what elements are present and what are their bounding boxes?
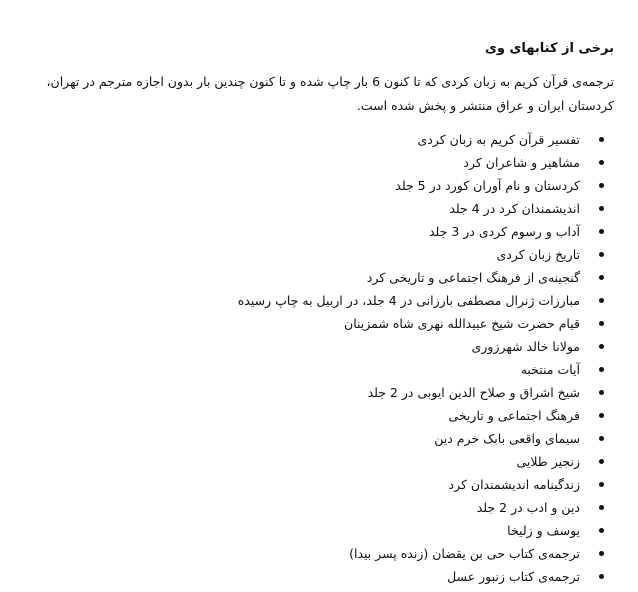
bullet-icon	[599, 574, 604, 579]
list-item	[12, 450, 614, 473]
book-title: یوسف و زلیخا	[507, 523, 580, 538]
bullet-icon	[599, 551, 604, 556]
bullet-icon	[599, 137, 604, 142]
list-item	[12, 404, 614, 427]
bullet-icon	[599, 183, 604, 188]
book-title: زنجیر طلایی	[516, 454, 580, 469]
list-item	[12, 519, 614, 542]
bullet-icon	[599, 528, 604, 533]
book-title: سیمای واقعی بابک خرم دین	[434, 431, 580, 446]
bullet-icon	[599, 367, 604, 372]
list-item	[12, 542, 614, 565]
book-list	[12, 128, 614, 588]
book-title: زندگینامه اندیشمندان کرد	[448, 477, 580, 492]
bullet-icon	[599, 436, 604, 441]
bullet-icon	[599, 413, 604, 418]
bullet-icon	[599, 459, 604, 464]
bullet-icon	[599, 252, 604, 257]
list-item	[12, 128, 614, 151]
list-item	[12, 197, 614, 220]
bullet-icon	[599, 298, 604, 303]
list-item	[12, 358, 614, 381]
book-title: مشاهیر و شاعران کرد	[463, 155, 580, 170]
list-item	[12, 151, 614, 174]
bullet-icon	[599, 206, 604, 211]
list-item	[12, 289, 614, 312]
book-title: فرهنگ اجتماعی و تاریخی	[448, 408, 580, 423]
book-title: شیخ اشراق و صلاح الدین ایوبی در 2 جلد	[367, 385, 580, 400]
book-title: ترجمه‌ی کتاب زنبور عسل	[447, 569, 580, 584]
list-item	[12, 243, 614, 266]
list-item	[12, 473, 614, 496]
book-title: آداب و رسوم کردی در 3 جلد	[428, 224, 580, 239]
bullet-icon	[599, 229, 604, 234]
list-item	[12, 427, 614, 450]
book-title: تفسیر قرآن کریم به زبان کردی	[417, 132, 580, 147]
book-title: قیام حضرت شیخ عبیدالله نهری شاه شمزینان	[344, 316, 580, 331]
bullet-icon	[599, 321, 604, 326]
book-title: مولانا خالد شهرزوری	[471, 339, 580, 354]
list-item	[12, 565, 614, 588]
list-item	[12, 381, 614, 404]
bullet-icon	[599, 160, 604, 165]
list-item	[12, 174, 614, 197]
bullet-icon	[599, 505, 604, 510]
section-heading: برخی از کتابهای وی	[484, 41, 614, 56]
list-item	[12, 312, 614, 335]
book-title: اندیشمندان کرد در 4 جلد	[449, 201, 580, 216]
book-title: گنجینه‌ی از فرهنگ اجتماعی و تاریخی کرد	[366, 270, 580, 285]
bullet-icon	[599, 344, 604, 349]
book-title: تاریخ زبان کردی	[496, 247, 580, 262]
book-title: ترجمه‌ی کتاب حی بن یقضان (زنده پسر بیدا)	[349, 546, 580, 561]
book-title: آیات منتخبه	[520, 362, 580, 377]
list-item	[12, 266, 614, 289]
bullet-icon	[599, 275, 604, 280]
intro-paragraph: ترجمه‌ی قرآن کریم به زبان کردی که تا کنون 6 بار چاپ شده و تا کنون چندین بار بدون اجازه مترجم در تهران، کردستان ایران و عراق منتشر و پخش شده است.	[46, 74, 614, 113]
bullet-icon	[599, 482, 604, 487]
list-item	[12, 335, 614, 358]
list-item	[12, 220, 614, 243]
book-title: دین و ادب در 2 جلد	[476, 500, 580, 515]
list-item	[12, 496, 614, 519]
book-title: مبارزات ژنرال مصطفی بارزانی در 4 جلد، در اربیل به چاپ رسیده	[237, 293, 580, 308]
bullet-icon	[599, 390, 604, 395]
book-title: کردستان و نام آوران کورد در 5 جلد	[395, 178, 580, 193]
